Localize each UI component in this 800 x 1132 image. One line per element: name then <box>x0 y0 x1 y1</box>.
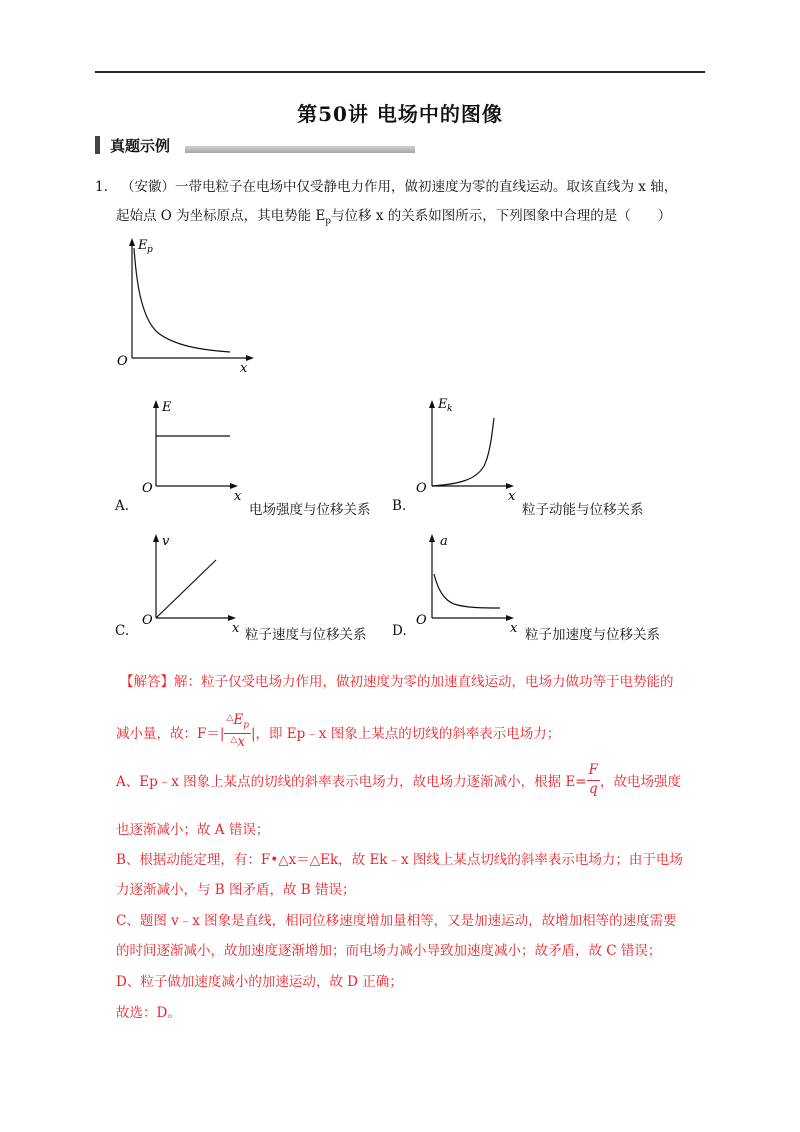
x-label: x <box>508 489 516 504</box>
solution-line-8: 的时间逐渐减小，故加速度逐渐增加；而电场力减小导致加速度减小；故矛盾，故 C 错误； <box>116 943 662 959</box>
option-c-letter[interactable]: C. <box>115 623 130 639</box>
solution-line-2: 减小量，故：F＝| $\frac{^\triangle E_p}{^\triangle x}$ |，即 Ep﹣x 图象上某点的切线的斜率表示电场力； <box>116 712 561 751</box>
option-a-graph <box>140 394 260 508</box>
y-label: E <box>162 400 172 415</box>
page-title: 第50讲 电场中的图像 <box>297 102 503 126</box>
x-label: x <box>510 621 518 636</box>
solution-line-1: 【解答】解：粒子仅受电场力作用，做初速度为零的加速直线运动，电场力做功等于电势能的 <box>120 674 674 690</box>
solution-tag: 【解答】 <box>120 674 174 690</box>
option-a-svg <box>140 394 260 504</box>
option-b-letter[interactable]: B. <box>392 498 407 514</box>
x-label: x <box>240 361 248 376</box>
option-a-letter[interactable]: A. <box>115 498 130 514</box>
main-graph-ep-x <box>112 236 262 380</box>
y-label: E <box>438 397 448 412</box>
ek-curve <box>432 418 494 486</box>
option-d-graph <box>414 528 524 642</box>
ep-x-graph-svg <box>112 236 262 376</box>
origin-label: O <box>117 354 128 369</box>
option-b-graph <box>414 394 534 508</box>
option-d-letter[interactable]: D. <box>392 623 407 639</box>
section-marker <box>95 136 100 154</box>
y-label: E <box>138 238 148 253</box>
a-curve <box>434 574 500 608</box>
option-c-graph <box>140 528 250 642</box>
option-d-svg <box>414 528 524 638</box>
solution-line-4: 也逐渐减小；故 A 错误； <box>116 822 270 838</box>
option-b-caption: 粒子动能与位移关系 <box>522 502 644 518</box>
question-line-2: 起始点 O 为坐标原点，其电势能 $E_p$与位移 x 的关系如图所示，下列图象中合理的是（ ） <box>116 208 672 227</box>
x-label: x <box>234 489 242 504</box>
solution-line-9: D、粒子做加速度减小的加速运动，故 D 正确； <box>116 974 403 990</box>
origin-label: O <box>142 613 153 628</box>
solution-line-10: 故选：D。 <box>116 1005 181 1021</box>
y-axis-arrow <box>129 238 135 246</box>
origin-label: O <box>416 613 427 628</box>
option-d-caption: 粒子加速度与位移关系 <box>525 627 660 643</box>
fraction-f-over-q: $\frac{F}{q}$ <box>588 762 598 797</box>
question-number: 1. <box>95 179 108 195</box>
y-sub: p <box>147 245 153 255</box>
solution-line-7: C、题图 v﹣x 图象是直线，相同位移速度增加量相等，又是加速运动，故增加相等的速度需要 <box>116 913 677 929</box>
section-title: 真题示例 <box>110 137 171 155</box>
question-line-1: （安徽）一带电粒子在电场中仅受静电力作用，做初速度为零的直线运动。取该直线为 x 轴， <box>121 179 678 195</box>
section-underline-bar <box>185 146 415 153</box>
y-sub: k <box>447 404 453 414</box>
option-c-caption: 粒子速度与位移关系 <box>245 627 367 643</box>
y-label: a <box>440 534 448 549</box>
y-label: v <box>162 534 170 549</box>
solution-line-3: A、Ep﹣x 图象上某点的切线的斜率表示电场力，故电场力逐渐减小，根据 E= $\frac{F}{q}$ ，故电场强度 <box>116 762 681 797</box>
origin-label: O <box>416 481 427 496</box>
ep-curve <box>134 248 230 352</box>
origin-label: O <box>142 481 153 496</box>
top-rule <box>95 71 705 73</box>
x-label: x <box>232 621 240 636</box>
v-line <box>156 560 216 618</box>
option-a-caption: 电场强度与位移关系 <box>249 502 371 518</box>
option-b-svg <box>414 394 534 504</box>
solution-line-6: 力逐渐减小，与 B 图矛盾，故 B 错误； <box>116 882 356 898</box>
option-c-svg <box>140 528 250 638</box>
fraction-dep-dx: $\frac{^\triangle E_p}{^\triangle x}$ <box>226 712 249 751</box>
solution-line-5: B、根据动能定理，有：F•△x＝△Ek，故 Ek﹣x 图线上某点切线的斜率表示电场力；由于电场 <box>116 852 683 868</box>
